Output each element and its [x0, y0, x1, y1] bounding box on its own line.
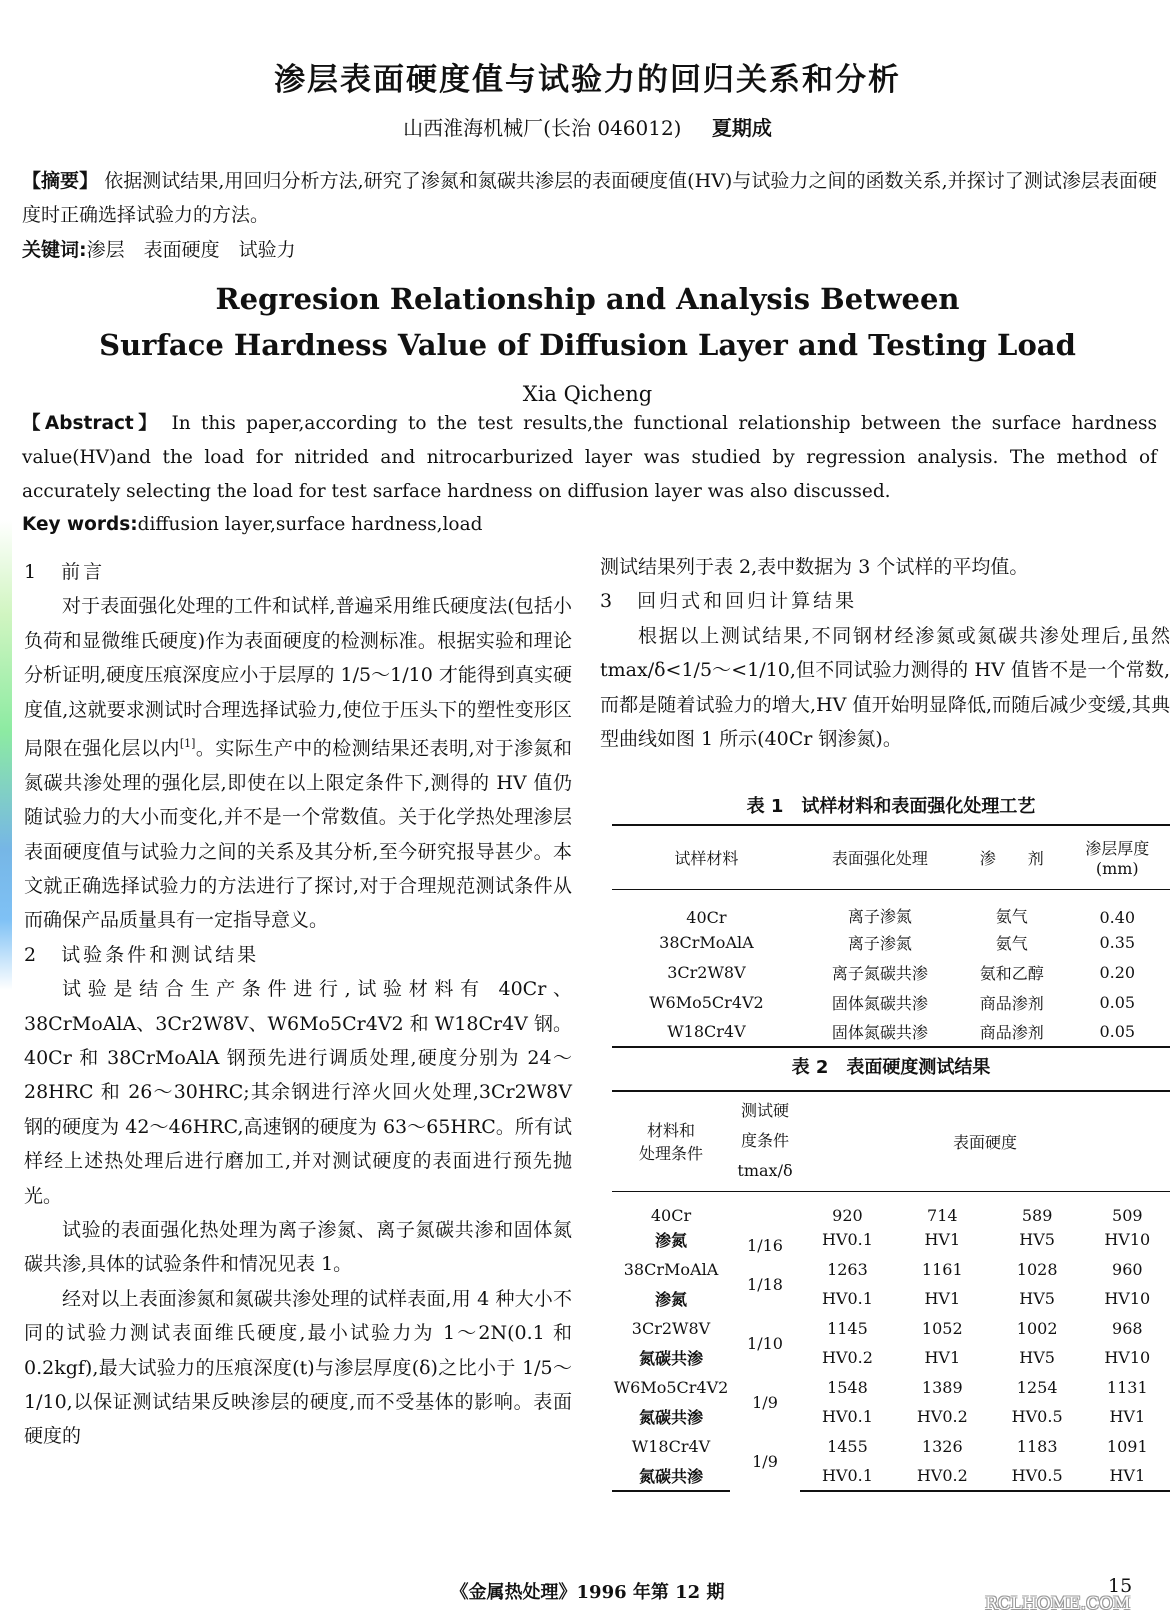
load-cell: HV0.5: [990, 1461, 1085, 1491]
hardness-value-cell: 1263: [827, 1259, 868, 1279]
table-row: [612, 957, 1170, 987]
table-cell: 0.20: [1099, 962, 1136, 982]
material-cell: W18Cr4V: [631, 1436, 711, 1456]
hardness-value-cell: 1052: [921, 1318, 963, 1338]
load-cell: HV0.1: [821, 1407, 873, 1427]
load-cell: HV10: [1104, 1348, 1151, 1368]
table-cell: 氨和乙醇: [979, 963, 1044, 983]
keywords-chinese: [22, 233, 1157, 267]
hardness-value-cell: 589: [1021, 1206, 1053, 1225]
table-cell: 固体氮碳共渗: [801, 1017, 959, 1047]
hardness-value-cell: 1145: [827, 1318, 868, 1338]
ratio-cell: 1/9: [752, 1392, 778, 1412]
ratio-cell: 1/10: [747, 1333, 783, 1353]
hardness-value-cell: 1161: [921, 1259, 963, 1279]
table-1-header-thickness: [1065, 825, 1171, 889]
material-cell: 3Cr2W8V: [631, 1318, 711, 1338]
load-cell: HV0.2: [895, 1461, 990, 1491]
table-cell: 38CrMoAlA: [659, 932, 754, 952]
load-cell: HV1: [924, 1289, 961, 1309]
hardness-value-cell: 1326: [921, 1436, 963, 1456]
keywords-en-label: Key words:: [22, 514, 138, 535]
table-1-header-agent: 渗 剂: [959, 825, 1064, 889]
material-cell: 38CrMoAlA: [623, 1259, 719, 1279]
scan-edge-artifact: [0, 520, 12, 990]
s1-text-a: 对于表面强化处理的工件和试样,普遍采用维氏硬度法(包括小负荷和显微维氏硬度)作为表面硬度的检测标准。根据实验和理论分析证明,硬度压痕深度应小于层厚的 1/5～1/10 才能得到真实硬度值,这就要求测试时合理选择试验力,使位于压头下的塑性变形区局限在强化层以内: [24, 595, 572, 760]
right-column: [600, 550, 1170, 756]
affiliation-line: [0, 112, 1175, 141]
table-cell: 40Cr: [686, 908, 727, 927]
table-cell: 离子氮碳共渗: [831, 963, 928, 983]
load-cell: HV10: [1104, 1289, 1151, 1309]
table-1-header-material: 试样材料: [612, 825, 801, 889]
hardness-value-cell: 968: [1112, 1318, 1143, 1338]
section-3-heading: 3 回归式和回归计算结果: [600, 590, 858, 613]
author-english: Xia Qicheng: [522, 382, 653, 406]
load-cell: HV5: [1019, 1289, 1055, 1309]
process-cell: 渗氮: [654, 1290, 687, 1310]
load-cell: HV5: [1019, 1348, 1055, 1368]
title-english-line1: Regresion Relationship and Analysis Between: [215, 282, 960, 316]
table-row: [612, 1373, 1170, 1403]
page-number: 15: [1108, 1575, 1133, 1597]
hardness-value-cell: 1028: [1016, 1259, 1058, 1279]
table-1: [612, 824, 1170, 1048]
hardness-value-cell: 714: [927, 1206, 958, 1225]
t2-h-cond-c: tmax/δ: [737, 1161, 793, 1181]
table-row: [612, 1255, 1170, 1285]
table-2: [612, 1090, 1170, 1492]
table-1-header-treatment: 表面强化处理: [801, 825, 959, 889]
table-row: [612, 1343, 1170, 1373]
table-row: [612, 1284, 1170, 1314]
ratio-cell: 1/16: [747, 1235, 783, 1255]
section-2-paragraph-1: 试验是结合生产条件进行,试验材料有 40Cr、38CrMoAlA、3Cr2W8V、W6Mo5Cr4V2 和 W18Cr4V 钢。40Cr 和 38CrMoAlA 钢预先进行调质处理,硬度分别为 24～28HRC 和 26～30HRC;其余钢进行淬火回火处理,3Cr2W8V 钢的硬度为 42～46HRC,高速钢的硬度为 63～65HRC。所有试样经上述热处理后进行磨加工,并对测试硬度的表面进行预先抛光。: [24, 978, 572, 1207]
s1-text-b: 。实际生产中的检测结果还表明,对于渗氮和氮碳共渗处理的强化层,即使在以上限定条件下,测得的 HV 值仍随试验力的大小而变化,并不是一个常数值。关于化学热处理渗层表面硬度值与试验力之间的关系及其分析,至今研究报导甚少。本文就正确选择试验力的方法进行了探讨,对于合理规范测试条件从而确保产品质量具有一定指导意义。: [24, 737, 572, 932]
table-row: [612, 987, 1170, 1017]
right-paragraph-0: 测试结果列于表 2,表中数据为 3 个试样的平均值。: [600, 556, 1029, 578]
table-row: [612, 927, 1170, 957]
watermark: RCLHOME.COM: [985, 1594, 1131, 1614]
title-chinese: 渗层表面硬度值与试验力的回归关系和分析: [274, 62, 901, 98]
hardness-value-cell: 960: [1112, 1259, 1143, 1279]
abstract-label: 【摘要】: [22, 170, 99, 192]
table-row: [612, 1225, 1170, 1255]
thickness-unit: (mm): [1095, 859, 1139, 879]
material-cell: W6Mo5Cr4V2: [613, 1377, 729, 1397]
load-cell: HV0.1: [821, 1230, 873, 1250]
abstract-english: [22, 407, 1157, 509]
material-cell: 40Cr: [650, 1206, 692, 1225]
hardness-value-cell: 1389: [921, 1377, 963, 1397]
hardness-value-cell: 1455: [827, 1436, 868, 1456]
ratio-cell: 1/9: [752, 1451, 778, 1471]
hardness-value-cell: 1254: [1016, 1377, 1058, 1397]
table-row: [612, 889, 1170, 927]
process-cell: 氮碳共渗: [612, 1461, 730, 1491]
load-cell: HV10: [1104, 1230, 1151, 1250]
load-cell: HV0.1: [800, 1461, 895, 1491]
footer-journal: 《金属热处理》1996 年第 12 期: [450, 1582, 725, 1603]
hardness-value-cell: 1002: [1016, 1318, 1058, 1338]
table-cell: 0.35: [1099, 932, 1136, 952]
section-1-heading: 1 前言: [24, 561, 106, 583]
table-row: [612, 1461, 1170, 1491]
table-cell: 氨气: [995, 933, 1028, 953]
keywords-text: 渗层 表面硬度 试验力: [86, 239, 296, 261]
section-3-paragraph: 根据以上测试结果,不同钢材经渗氮或氮碳共渗处理后,虽然 tmax/δ<1/5～<1/10,但不同试验力测得的 HV 值皆不是一个常数,而都是随着试验力的增大,HV 值开始明显降低,而随后减少变缓,其典型曲线如图 1 所示(40Cr 钢渗氮)。: [600, 624, 1170, 751]
table-row: [612, 1402, 1170, 1432]
abstract-en-label: 【Abstract】: [22, 413, 162, 434]
hardness-value-cell: 1548: [827, 1377, 868, 1397]
hardness-value-cell: 1183: [1016, 1436, 1058, 1456]
table-row: [612, 1191, 1170, 1225]
title-english-line2: Surface Hardness Value of Diffusion Layer and Testing Load: [99, 328, 1076, 362]
table-2-caption: 表 2 表面硬度测试结果: [791, 1057, 991, 1078]
abstract-text: 依据测试结果,用回归分析方法,研究了渗氮和氮碳共渗层的表面硬度值(HV)与试验力之间的函数关系,并探讨了测试渗层表面硬度时正确选择试验力的方法。: [22, 170, 1157, 226]
citation-ref: [1]: [179, 737, 196, 751]
load-cell: HV0.2: [916, 1407, 968, 1427]
thickness-label: 渗层厚度: [1085, 839, 1150, 859]
hardness-value-cell: 1091: [1106, 1436, 1148, 1456]
section-2-paragraph-2: 试验的表面强化热处理为离子渗氮、离子氮碳共渗和固体氮碳共渗,具体的试验条件和情况见表 1。: [24, 1219, 572, 1276]
section-2-heading: 2 试验条件和测试结果: [24, 943, 260, 966]
table-row: [612, 1314, 1170, 1344]
affiliation: 山西淮海机械厂(长治 046012): [403, 116, 682, 140]
keywords-label: 关键词:: [22, 239, 87, 261]
t2-h-mat-a: 材料和: [646, 1121, 695, 1141]
table-2-header-hardness: 表面硬度: [800, 1091, 1170, 1191]
ratio-cell: 1/18: [747, 1274, 783, 1294]
process-cell: 渗氮: [654, 1231, 687, 1251]
table-cell: 3Cr2W8V: [667, 962, 746, 982]
load-cell: HV5: [1019, 1230, 1055, 1250]
load-cell: HV1: [924, 1348, 961, 1368]
load-cell: HV0.2: [821, 1348, 873, 1368]
left-column: [24, 555, 572, 1454]
abstract-en-text: In this paper,according to the test results,the functional relationship between the surface hardness value(HV)and the load for nitrided and nitrocarburized layer was studied by regression analysis. The method of accurately selecting the load for test sarface hardness on diffusion layer was also discussed.: [22, 413, 1157, 502]
table-2-header-condition: [730, 1091, 800, 1191]
table-cell: 商品渗剂: [979, 993, 1044, 1013]
load-cell: HV1: [924, 1230, 961, 1250]
section-2-paragraph-3: 经对以上表面渗氮和氮碳共渗处理的试样表面,用 4 种大小不同的试验力测试表面维氏硬度,最小试验力为 1～2N(0.1 和 0.2kgf),最大试验力的压痕深度(t)与渗层厚度(δ)之比小于 1/5～1/10,以保证测试结果反映渗层的硬度,而不受基体的影响。表面硬度的: [24, 1287, 572, 1448]
keywords-english: [22, 508, 1157, 542]
table-cell: 0.05: [1099, 992, 1136, 1012]
load-cell: HV1: [1085, 1461, 1170, 1491]
author-name: 夏期成: [711, 116, 772, 140]
process-cell: 氮碳共渗: [638, 1349, 703, 1369]
process-cell: 氮碳共渗: [638, 1408, 703, 1428]
t2-h-cond-b: 度条件: [740, 1131, 789, 1151]
load-cell: HV0.5: [1011, 1407, 1063, 1427]
table-cell: 离子渗氮: [847, 907, 912, 926]
table-cell: 0.40: [1099, 908, 1136, 927]
section-1-paragraph: [24, 589, 572, 937]
table-cell: 商品渗剂: [959, 1017, 1064, 1047]
load-cell: HV1: [1109, 1407, 1146, 1427]
t2-h-cond-a: 测试硬: [740, 1101, 789, 1121]
table-row: [612, 1017, 1170, 1047]
hardness-value-cell: 509: [1112, 1206, 1143, 1225]
table-cell: 离子渗氮: [847, 933, 912, 953]
table-cell: 氨气: [995, 907, 1028, 926]
table-1-caption: 表 1 试样材料和表面强化处理工艺: [746, 796, 1036, 817]
table-2-header-material: [612, 1091, 730, 1191]
abstract-chinese: [22, 164, 1157, 232]
load-cell: HV0.1: [821, 1289, 873, 1309]
keywords-en-text: diffusion layer,surface hardness,load: [137, 514, 483, 535]
t2-h-mat-b: 处理条件: [638, 1144, 703, 1164]
table-cell: 0.05: [1065, 1017, 1171, 1047]
table-cell: 固体氮碳共渗: [831, 993, 928, 1013]
table-row: [612, 1432, 1170, 1462]
table-cell: W18Cr4V: [612, 1017, 801, 1047]
hardness-value-cell: 920: [832, 1206, 863, 1225]
hardness-value-cell: 1131: [1106, 1377, 1148, 1397]
table-cell: W6Mo5Cr4V2: [649, 992, 764, 1012]
